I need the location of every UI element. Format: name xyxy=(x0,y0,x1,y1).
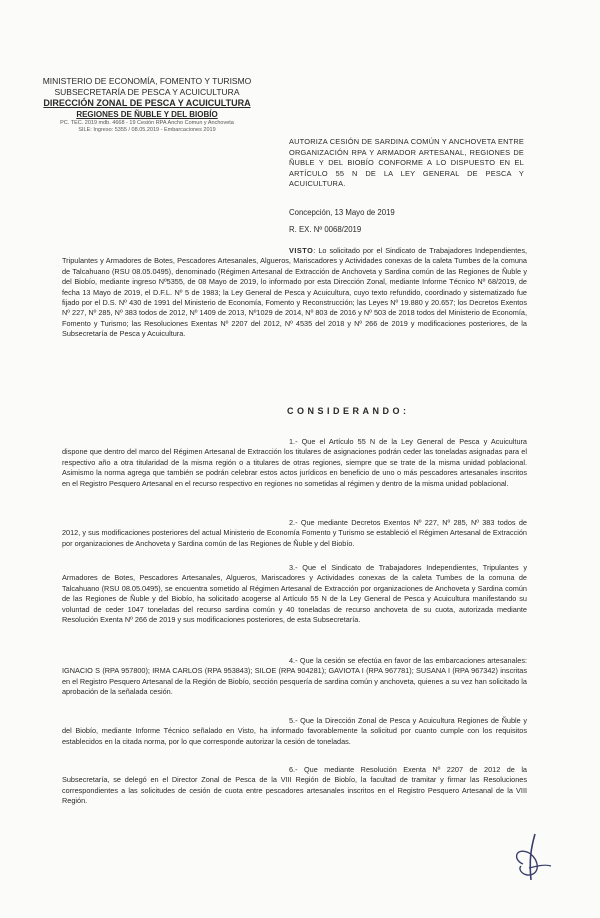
considerando-4: 4.- Que la cesión se efectúa en favor de las embarcaciones artesanales: IGNACIO S (RPA 957800); IRMA CARLOS (RPA 953843); SILOE (RPA 904281); GAVIOTA I (RPA 967781); SUSANA I (RPA 967342) inscritas en el Registro Pesquero Artesanal de la Región de Biobío, sección pesquería de sardina común y anchoveta, quienes a su vez han solicitado la aprobación de la señalada cesión. xyxy=(62,656,527,697)
resolution-subject: AUTORIZA CESIÓN DE SARDINA COMÚN Y ANCHOVETA ENTRE ORGANIZACIÓN RPA Y ARMADOR ARTESANAL, REGIONES DE ÑUBLE Y DEL BIOBÍO CONFORME A LO DISPUESTO EN EL ARTÍCULO 55 N DE LA LEY GENERAL DE PESCA Y ACUICULTURA. xyxy=(289,137,524,188)
visto-label: VISTO xyxy=(289,246,314,255)
considerando-title: CONSIDERANDO: xyxy=(287,406,410,416)
visto-section xyxy=(62,246,527,340)
resolution-number: R. EX. Nº 0068/2019 xyxy=(289,225,362,234)
considerando-6: 6.- Que mediante Resolución Exenta Nº 2207 de 2012 de la Subsecretaría, se delegó en el Director Zonal de Pesca de la VIII Región de Biobío, la facultad de tramitar y firmar las Resoluciones correspondientes a las solicitudes de cesión de cuota entre pescadores artesanales inscritos en el Registro Pesquero Artesanal de la VIII Región. xyxy=(62,765,527,806)
place-date: Concepción, 13 Mayo de 2019 xyxy=(289,208,395,217)
letterhead xyxy=(22,76,272,134)
header-subsecretaria: SUBSECRETARÍA DE PESCA Y ACUICULTURA xyxy=(54,87,240,97)
header-reference-2: SILE: Ingreso: 5355 / 08.05.2019 - Embarcaciones 2019 xyxy=(78,127,216,133)
header-regiones: REGIONES DE ÑUBLE Y DEL BIOBÍO xyxy=(76,110,218,119)
handwritten-signature xyxy=(507,830,555,885)
visto-text: : Lo solicitado por el Sindicato de Trabajadores Independientes, Tripulantes y Armadores de Botes, Pescadores Artesanales, Algueros, Mariscadores y Actividades conexas de la caleta Tumbes de la comuna de Talcahuano (RSU 08.05.0495), denominado (Régimen Artesanal de Extracción de Anchoveta y Sardina común de las Regiones de Ñuble y del Biobío, mediante ingreso Nº5355, de 08 Mayo de 2019, lo informado por esta Dirección Zonal, mediante Informe Técnico Nº 68/2019, de fecha 13 Mayo de 2019, el D.F.L. Nº 5 de 1983; la Ley General de Pesca y Acuicultura, cuyo texto refundido, coordinado y sistematizado fue fijado por el D.S. Nº 430 de 1991 del Ministerio de Economía, Fomento y Reconstrucción; las Leyes Nº 19.880 y 20.657; los Decretos Exentos Nº 227, Nº 285, Nº 383 todos de 2012, Nº 1409 de 2013, Nº1029 de 2014, Nº 803 de 2016 y Nº 503 de 2018 todos del Ministerio de Economía, Fomento y Turismo; las Resoluciones Exentas Nº 2207 del 2012, Nº 4535 del 2018 y Nº 266 de 2019 y modificaciones posteriores, de la Subsecretaría de Pesca y Acuicultura. xyxy=(62,246,527,339)
header-ministry: MINISTERIO DE ECONOMÍA, FOMENTO Y TURISMO xyxy=(42,76,252,86)
considerando-1: 1.- Que el Artículo 55 N de la Ley General de Pesca y Acuicultura dispone que dentro del marco del Régimen Artesanal de Extracción los titulares de asignaciones podrán ceder las toneladas asignadas para el respectivo año a otra titularidad de la misma región o a titulares de otras regiones, siempre que se trate de la misma unidad poblacional. Asimismo la norma agrega que también se podrán celebrar estos actos jurídicos en beneficio de uno o más pescadores artesanales inscritos en el Registro Pesquero Artesanal en el recurso respectivo en regiones no sometidas al régimen y dentro de la misma unidad poblacional. xyxy=(62,437,527,488)
considerando-5: 5.- Que la Dirección Zonal de Pesca y Acuicultura Regiones de Ñuble y del Biobío, mediante Informe Técnico señalado en Visto, ha informado favorablemente la solicitud por cuanto cumple con los requisitos establecidos en la citada norma, por lo que corresponde autorizar la cesión de toneladas. xyxy=(62,716,527,746)
header-direccion-zonal: DIRECCIÓN ZONAL DE PESCA Y ACUICULTURA xyxy=(43,98,251,108)
header-reference-1: PC. TEC. 2019 mdb. 4668 - 19 Cesión RPA Ancho Comun y Anchoveta xyxy=(60,120,234,126)
considerando-3: 3.- Que el Sindicato de Trabajadores Independientes, Tripulantes y Armadores de Botes, Pescadores Artesanales, Algueros, Mariscadores y Actividades conexas de la caleta Tumbes de la comuna de Talcahuano (RSU 08.05.0495), se encuentra sometido al Régimen Artesanal de Extracción por organizaciones de Anchoveta y Sardina común de las Regiones de Ñuble y del Biobío, ha solicitado acogerse al Artículo 55 N de la Ley General de Pesca y Acuicultura manifestando su voluntad de ceder 1047 toneladas del recurso sardina común y 40 toneladas de recurso anchoveta de su cuota, autorizada mediante Resolución Exenta Nº 266 de 2019 y sus modificaciones posteriores, de esta Subsecretaría. xyxy=(62,563,527,625)
considerando-2: 2.- Que mediante Decretos Exentos Nº 227, Nº 285, Nº 383 todos de 2012, y sus modificaciones posteriores del actual Ministerio de Economía Fomento y Turismo se estableció el Régimen Artesanal de Extracción por organizaciones de Anchoveta y Sardina común de las Regiones de Ñuble y del Biobío. xyxy=(62,518,527,548)
